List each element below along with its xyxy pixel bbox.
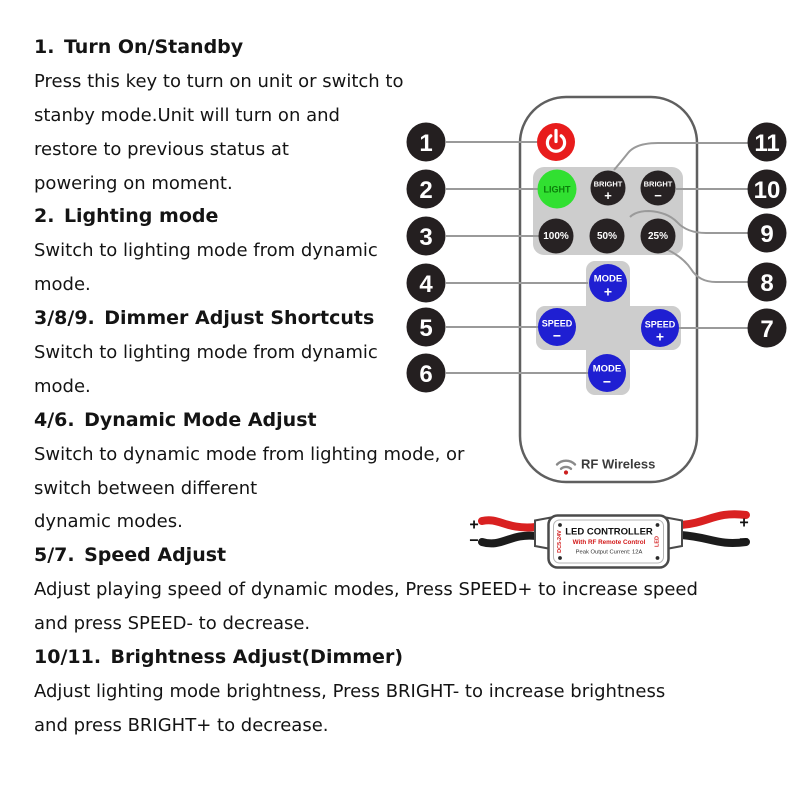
mode-plus-label: MODE bbox=[593, 273, 623, 285]
wire-black-right bbox=[681, 535, 746, 543]
wire-red-right bbox=[681, 514, 746, 525]
light-button[interactable] bbox=[538, 170, 577, 209]
instruction-line: Switch to lighting mode from dynamic bbox=[34, 240, 378, 262]
callout-7-number: 7 bbox=[760, 316, 774, 343]
pct-50-label: 50% bbox=[596, 231, 618, 242]
instruction-line: Adjust playing speed of dynamic modes, Press SPEED+ to increase speed bbox=[34, 579, 698, 601]
instruction-line: mode. bbox=[34, 375, 91, 397]
module-subtitle: With RF Remote Control bbox=[572, 539, 646, 546]
pct-50-button[interactable] bbox=[590, 219, 625, 254]
instruction-line: Adjust lighting mode brightness, Press BRIGHT- to increase brightness bbox=[34, 680, 666, 702]
mode-minus-sign: − bbox=[602, 373, 612, 390]
mode-minus-label: MODE bbox=[592, 363, 622, 375]
callouts-right bbox=[748, 123, 787, 348]
speed-plus-sign: + bbox=[655, 328, 665, 345]
callout-5 bbox=[407, 308, 446, 347]
pct-100-button[interactable] bbox=[539, 219, 574, 254]
instruction-heading-1: 1. Turn On/Standby bbox=[34, 36, 244, 58]
callout-7 bbox=[748, 309, 787, 348]
instruction-line: restore to previous status at bbox=[34, 138, 289, 160]
instruction-line: and press BRIGHT+ to decrease. bbox=[34, 714, 329, 736]
polarity-right-plus: + bbox=[739, 514, 749, 532]
speed-minus-label: SPEED bbox=[541, 318, 573, 329]
callout-9 bbox=[748, 214, 787, 253]
callout-2-number: 2 bbox=[419, 177, 433, 204]
brand-label: RF Wireless bbox=[581, 456, 656, 472]
module-title: LED CONTROLLER bbox=[565, 526, 653, 538]
light-button-label: LIGHT bbox=[543, 184, 571, 195]
polarity-left-minus: − bbox=[469, 532, 479, 550]
callout-1 bbox=[407, 123, 446, 162]
pct-25-button[interactable] bbox=[641, 219, 676, 254]
instruction-line: switch between different bbox=[34, 477, 258, 499]
callout-8-number: 8 bbox=[760, 270, 774, 297]
instruction-line: dynamic modes. bbox=[34, 511, 183, 533]
instruction-heading-2: 2. Lighting mode bbox=[34, 205, 219, 228]
bright-minus-button[interactable] bbox=[641, 171, 676, 206]
bright-minus-label: BRIGHT bbox=[643, 179, 673, 189]
pct-25-label: 25% bbox=[647, 231, 669, 242]
callout-10 bbox=[748, 170, 787, 209]
instruction-line: mode. bbox=[34, 274, 91, 296]
instruction-line: powering on moment. bbox=[34, 172, 233, 194]
callout-4-number: 4 bbox=[419, 271, 433, 298]
module-output-label: LED bbox=[654, 536, 661, 547]
speed-plus-label: SPEED bbox=[644, 319, 676, 330]
callout-11-number: 11 bbox=[754, 130, 780, 157]
speed-minus-sign: − bbox=[552, 327, 562, 344]
callout-6-number: 6 bbox=[419, 361, 433, 388]
callouts-left bbox=[407, 123, 446, 393]
instruction-line: stanby mode.Unit will turn on and bbox=[34, 104, 340, 126]
callout-6 bbox=[407, 354, 446, 393]
mode-plus-sign: + bbox=[603, 283, 613, 300]
module-spec: Peak Output Current: 12A bbox=[575, 549, 643, 556]
instruction-heading-10-11: 10/11. Brightness Adjust(Dimmer) bbox=[34, 646, 403, 669]
callout-11 bbox=[748, 123, 787, 162]
bright-plus-label: BRIGHT bbox=[593, 179, 623, 189]
callout-2 bbox=[407, 170, 446, 209]
bright-plus-button[interactable] bbox=[591, 171, 626, 206]
callout-5-number: 5 bbox=[419, 315, 433, 342]
callout-3-number: 3 bbox=[419, 224, 433, 251]
callout-8 bbox=[748, 263, 787, 302]
module-input-label: DC5-24V bbox=[557, 530, 563, 553]
instruction-line: Switch to dynamic mode from lighting mode, or bbox=[34, 443, 465, 465]
callout-10-number: 10 bbox=[753, 177, 781, 204]
instruction-heading-5-7: 5/7. Speed Adjust bbox=[34, 544, 227, 567]
bright-minus-sign: − bbox=[654, 188, 662, 203]
led-controller-module bbox=[469, 514, 748, 567]
instruction-line: Press this key to turn on unit or switch to bbox=[34, 70, 404, 92]
callout-3 bbox=[407, 217, 446, 256]
instruction-line: and press SPEED- to decrease. bbox=[34, 613, 311, 635]
mode-plus-button[interactable] bbox=[589, 264, 627, 302]
power-button[interactable] bbox=[537, 123, 575, 161]
instruction-line: Switch to lighting mode from dynamic bbox=[34, 342, 378, 364]
instruction-heading-4-6: 4/6. Dynamic Mode Adjust bbox=[34, 408, 317, 431]
pct-100-label: 100% bbox=[543, 231, 569, 242]
callout-9-number: 9 bbox=[760, 221, 774, 248]
wire-black-left bbox=[482, 536, 536, 544]
speed-plus-button[interactable] bbox=[641, 309, 679, 347]
callout-4 bbox=[407, 264, 446, 303]
callout-1-number: 1 bbox=[419, 130, 433, 157]
polarity-right-minus: − bbox=[739, 531, 749, 549]
mode-minus-button[interactable] bbox=[588, 354, 626, 392]
speed-minus-button[interactable] bbox=[538, 308, 576, 346]
wire-red-left bbox=[482, 520, 536, 527]
instruction-heading-3-8-9: 3/8/9. Dimmer Adjust Shortcuts bbox=[34, 307, 375, 330]
polarity-left-plus: + bbox=[469, 516, 479, 534]
bright-plus-sign: + bbox=[604, 188, 612, 203]
